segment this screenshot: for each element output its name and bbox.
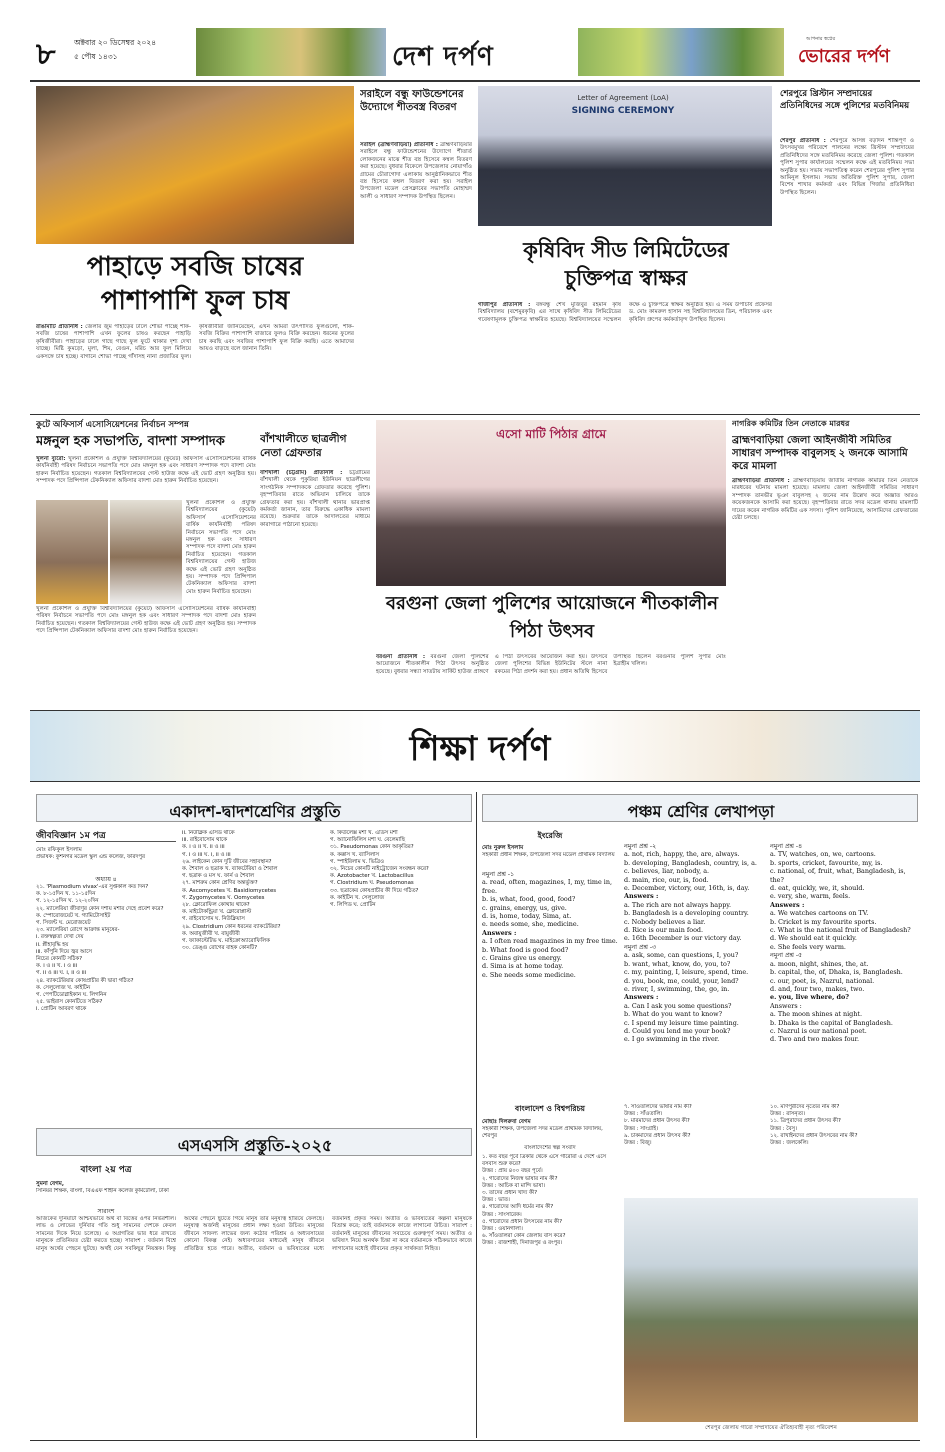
hsc-q: ক. ৮-১৫দিন খ. ১১-১৫দিন [36,891,96,898]
english-line: e. I go swimming in the river. [624,1035,720,1044]
bgs-title: বাংলাদেশ ও বিশ্বপরিচয় [515,1104,585,1113]
story4-body [478,302,772,410]
story2-headline: মঙ্গনুল হক সভাপতি, বাদশা সম্পাদক [36,434,225,449]
english-line: d. Rice is our main food. [624,926,704,935]
english-line: b. capital, the, of, Dhaka, is, Bangladesh. [770,968,903,977]
bgs-line: ১১. ত্রিপুরাদের প্রধান উৎসব কী? [770,1118,841,1125]
english-line: e. very, she, warm, feels. [770,892,851,901]
english-line: d. and, four two, makes, two. [770,984,865,993]
story8-body [732,478,918,704]
story3-text: ব্রাহ্মণবাড়িয়ার সরাইলে বন্ধু ফাউন্ডেশনের উদ্যোগে শীতার্ত লোকজনের মাঝে শীত বস্ত্র হিসেবে কম্বল বিতরণ করা হয়েছে। বুধবার বিকেলে উপজেলার নোয়াগাঁও গ্রামের চৌরাগোদা এলাকায় আনুষ্ঠানিকভাবে শীত বস্ত্র হিসেবে কম্বল বিতরণ করা হয়। সরাইল উপজেলা মডেল প্রেসক্লাবের সভাপতি মোহাম্মদ আলী ও সাধারণ সম্পাদক উপস্থিত ছিলেন। [360,142,472,200]
story2-kicker: কুটে অফিসার্স এসোসিয়েশনের নির্বাচন সম্পন্ন [36,420,189,430]
english-line: a. The rich are not always happy. [624,900,732,909]
english-line: c. Nazrul is our national poet. [770,1026,867,1035]
story6-text: চট্টগ্রামের বাঁশখালী থেকে পুকুরিয়া ইউনিয়ন ছাত্রলীগের সাংগঠনিক সম্পাদককে গ্রেফতার করেছে পুলিশ। বৃহস্পতিবার রাতে অভিযান চালিয়ে তাকে গ্রেফতার করা হয়। বাঁশখালী থানার ভারপ্রাপ্ত কর্মকর্তা জানান, তার বিরুদ্ধে একাধিক মামলা রয়েছে। শুক্রবার তাকে আদালতের মাধ্যমে কারাগারে পাঠানো হয়েছে। [260,470,370,528]
story8-headline: ব্রাহ্মণবাড়িয়া জেলা আইনজীবী সমিতির সাধারণ সম্পাদক বাবুলসহ ২ জনকে আসামি করে মামলা [732,435,908,472]
ssc-teacher: সুমনা বেগম, [36,1181,64,1187]
story2-text: খুলনা প্রকৌশল ও প্রযুক্তি বিশ্ববিদ্যালয়ের (কুয়েট) অফিসার্স এসোসিয়েশনের বার্ষিক কার্যনির্বাহী পরিষদ নির্বাচনে সভাপতি পদে মোঃ মঙ্গনুল হক এবং সাধারণ সম্পাদক পদে বাদশা মোঃ হারুন নির্বাচিত হয়েছেন। গতকাল বিশ্ববিদ্যালয়ের গেস্ট হাউজ কক্ষে এই ভোট গ্রহণ অনুষ্ঠিত হয়। সম্পাদক পদে প্রিন্সিপাল টেকনিক্যাল অফিসার বাদশা মোঃ হারুন নির্বাচিত হয়েছেন। [36,456,256,485]
bgs-line: ২. গারোদের নিজস্ব ভাষার নাম কী? [482,1175,558,1182]
hsc-q: ক. কিউলেক্স মশা খ. এডিস মশা [330,830,398,836]
hsc-q: ক. কাইটিন খ. সেলুলোজ [330,894,385,901]
bgs-line: ৯. চাকমাদের প্রধান উৎসব কী? [624,1132,691,1139]
hsc-q: গ. পেপটিডোগ্লাইকান ঘ. লিগনিন [36,992,107,999]
bgs-line: উত্তর : ওয়ানগালা। [482,1226,523,1233]
bgs-line: উত্তর : জলকেলি। [770,1140,809,1147]
story1-photo [36,86,354,244]
top-section-divider [30,414,920,415]
story2-portrait-2 [110,500,182,604]
story5-body [780,138,914,410]
english-line: b. want, what, know, do, you, to? [624,959,731,968]
english-line: নমুনা প্রশ্ন -৫ [770,951,803,960]
education-photo-caption: শেরপুর জেলায় গারো সম্প্রদায়ের ঐতিহ্যবাহী নৃত্য পরিবেশন [705,1425,837,1431]
story4-text: বঙ্গবন্ধু শেখ মুজিবুর রহমান কৃষি বিশ্ববিদ্যালয় (বশেমুরকৃবি) এর সাথে কৃষিবিদ সীড লিমিটেডের গবেষণামূলক চুক্তিপত্র স্বাক্ষরিত হয়েছে। বিশ্ববিদ্যালয়ের সম্মেলন কক্ষে এ চুক্তিপত্রে স্বাক্ষর অনুষ্ঠিত হয়। এ সময় উপাচার্য প্রফেসর ড. মোঃ কামরুল হাসান সহ বিশ্ববিদ্যালয়ের ডিন, পরিচালক এবং কৃষিবিদ গ্রুপের কর্মকর্তাবৃন্দ উপস্থিত ছিলেন। [478,302,772,323]
hsc-q: ii. প্লীহাবৃদ্ধি হয় [36,941,69,948]
bgs-line: উত্তর : বৈসু। [770,1125,797,1132]
english-line: e. needs some, she, medicine. [482,920,579,929]
english-line: b. is, what, food, good, food? [482,895,576,904]
date-line-1: অক্টবার ২০ ডিসেম্বর ২০২৪ [74,38,157,47]
bgs-line: ৪. গারোদের আদি ধর্মের নাম কী? [482,1204,554,1211]
hsc-q: গ. i ও iii ঘ. i, ii ও iii [182,851,231,858]
english-line: c. What is the national fruit of Bangladesh? [770,926,911,935]
english-school: সহকারী প্রধান শিক্ষক, উপজেলা সদর মডেল প্রাথমিক বিদ্যালয় [482,852,615,858]
hsc-q: গ. সিজন্ট ঘ. মেরোজয়েট [36,920,91,927]
english-line: a. TV, watches, on, we, cartoons. [770,850,876,859]
story1-dateline: রাঙামাটি প্রতিনিধি : [36,324,83,330]
bgs-line: উত্তর : বিজু। [624,1140,652,1147]
bgs-teacher: মোছাঃ দিলরুবা বেগম [482,1119,531,1125]
hsc-q: ক. i ও ii খ. i ও iii [36,963,78,970]
story2-body-bottom [36,606,256,704]
ssc-body [36,1216,472,1436]
story5-dateline: শেরপুর প্রতিনিধি : [780,138,826,144]
english-line: d. We should eat it quickly. [770,934,857,943]
class5-header-title: পঞ্চম শ্রেণির লেখাপড়া [627,802,775,821]
hsc-q: গ. ১২-১৫দিন ঘ. ১২-২০দিন [36,898,99,905]
english-line: c. grains, energy, us, give. [482,903,567,912]
english-col3 [770,842,918,1102]
english-line: c. my, painting, I, leisure, spend, time. [624,968,749,977]
english-line: c. I spend my leisure time painting. [624,1018,739,1027]
english-line: a. Can I ask you some questions? [624,1001,732,1010]
hsc-q: i. প্রোটিন আবরণ থাকে [36,1006,87,1013]
hsc-teacher: মোঃ রফিকুল ইসলাম [36,847,82,853]
english-line: a. I often read magazines in my free time. [482,937,618,946]
english-line: e. you, live where, do? [770,993,850,1002]
english-line: b. developing, Bangladesh, country, is, a. [624,858,757,867]
date-line-2: ৫ পৌষ ১৪৩১ [74,52,118,61]
ssc-header [36,1128,472,1156]
english-line: d. is, home, today, Sima, at. [482,912,572,921]
story6-body [260,470,370,704]
bgs-school: সহকারী শিক্ষক, উপজেলা সদর মডেল প্রাথমিক বিদ্যালয়, শেরপুর [482,1126,603,1139]
hsc-q: ৩১. Pseudomonas কোন আকৃতির? [330,844,414,851]
english-line: নমুনা প্রশ্ন -৪ [770,842,803,850]
bgs-line: ১২. রাখাইনদের প্রধান উৎসবের নাম কী? [770,1132,858,1139]
hsc-q: ক. Azotobacter খ. Lactobacillus [330,873,414,880]
page-number: ৮ [36,37,56,70]
hsc-q: গ. রাইবোসোম ঘ. নিউক্লিয়াস [182,916,245,923]
hsc-questions-col3 [330,830,472,1224]
story8-kicker: নাগরিক কমিটির তিন নেতাকে মারধর [732,418,850,428]
english-line: d. main, rice, our, is, food. [624,875,709,884]
english-col1 [482,870,618,1102]
english-line: c. Grains give us energy. [482,954,562,963]
english-line: নমুনা প্রশ্ন -১ [482,870,515,878]
bgs-col3 [770,1104,918,1194]
story8-dateline: ব্রাহ্মণবাড়িয়া প্রতিনিধি : [732,478,790,484]
hsc-q: নিচের কোনটি সঠিক? [36,956,83,963]
bgs-line: উত্তর : প্রায় ৪০০ বছর পূর্বে। [482,1168,543,1175]
section-title: দেশ দর্পণ [392,42,494,72]
hsc-q: ক. স্পোরোজয়েট খ. গ্যামিটোসাইট [36,912,111,919]
english-line: b. Dhaka is the capital of Bangladesh. [770,1018,893,1027]
english-line: নমুনা প্রশ্ন -২ [624,842,657,850]
english-line: Answers : [770,1001,802,1010]
hsc-q: iii. কাঁপুনি দিয়ে জ্বর আসে [36,948,92,955]
education-column-divider [476,792,477,1438]
ssc-header-title: এসএসসি প্রস্তুতি-২০২৫ [177,1136,333,1155]
english-col2 [624,842,764,1102]
bgs-line: ৫. গারোদের প্রধান উৎসবের নাম কী? [482,1218,563,1225]
hsc-q: গ. অ্যানোফিলিস মশা ঘ. বেলেমাছি [330,837,405,844]
story3-dateline: সরাইল (ব্রাহ্মণবাড়িয়া) প্রতিনিধি : [360,142,439,148]
english-line: Answers : [624,892,659,901]
hsc-q: i. রক্তস্বল্পতা দেখা দেয় [36,934,84,941]
hsc-q: গ. লিপিড ঘ. প্রোটিন [330,902,376,909]
masthead-photo-strip-left [196,28,386,76]
english-line: নমুনা প্রশ্ন -৩ [624,942,657,951]
page-bottom-rule [30,1440,920,1441]
story4-headline: কৃষিবিদ সীড লিমিটেডের চুক্তিপত্র স্বাক্ষর [523,237,729,290]
hsc-q: ২১. 'Plasmodium vivax'-এর সুপ্তকাল কত দিন? [36,884,149,890]
hsc-q: ২২. ম্যালেরিয়া জীবাণুর কোন দশায় মশার দেহে প্রবেশ করে? [36,905,164,912]
story4-photo [478,86,772,226]
english-line: c. national, of, fruit, what, Bangladesh, is, the? [770,867,906,884]
english-line: c. believes, liar, nobody, a. [624,867,710,876]
hsc-q: ক. সেলুলোজ খ. কাইটিন [36,984,91,991]
story7-text: বরগুনা জেলা পুলিশের আয়োজনে শীতকালীন পিঠা উৎসব অনুষ্ঠিত হয়েছে। বুধবার সন্ধ্যা সাতটায় সার্কিট হাউজ প্রাঙ্গণে এ পিঠা উৎসবের আয়োজন করা হয়। উৎসবে জেলা পুলিশের বিভিন্ন ইউনিটের স্টলে নানা রকমের পিঠা প্রদর্শন করা হয়। প্রধান অতিথি হিসেবে উপস্থিত ছিলেন বরগুনার পুলিশ সুপার মোঃ ইব্রাহীম খলিল। [376,654,726,675]
english-line: d. eat, quickly, we, it, should. [770,884,865,893]
story2-portrait-1 [36,500,108,604]
bgs-subtitle: বাংলাদেশের স্বল্প সংবাদ [524,1145,576,1151]
story7-dateline: বরগুনা প্রতিনিধি : [376,654,426,660]
english-line: b. sports, cricket, favourite, my, is. [770,858,883,867]
story2-body-side [186,500,256,604]
bgs-col2 [624,1104,764,1194]
masthead-photo-strip-right [578,28,784,76]
hsc-q: ২৫. ভাইরাস কোনটিতে সঠিক? [36,999,103,1006]
bgs-line: উত্তর : সাংসারেক। [482,1211,522,1218]
story5-headline: শেরপুরে খ্রিস্টান সম্প্রদায়ের প্রতিনিধিদের সঙ্গে পুলিশের মতবিনিময় [780,89,910,111]
brand-tagline: আপনার স্বপ্নের [806,36,836,42]
story1-headline: পাহাড়ে সবজি চাষের পাশাপাশি ফুল চাষ [86,252,304,316]
bgs-line: ৬. সাঁওতালরা কোন জেলায় বাস করে? [482,1233,566,1240]
hsc-q: গ. ছত্রাক ও মস ঘ. ফার্ন ও শৈবাল [182,873,255,880]
hsc-q: ২৭. মাশরুম কোন শ্রেণির অন্তর্ভুক্ত? [182,880,258,887]
hsc-q: ii. নিউক্লিক এসিড থাকে [182,830,235,836]
story7-headline: বরগুনা জেলা পুলিশের আয়োজনে শীতকালীন পিঠা উৎসব [385,593,719,642]
education-dance-photo [624,1198,918,1422]
story5-text: শেরপুরে আসন্ন বড়দিন শান্তিপূর্ণ ও উৎসবমুখর পরিবেশে পালনের লক্ষ্যে খ্রিস্টান সম্প্রদায়ের প্রতিনিধিদের সঙ্গে মতবিনিময় করেছে জেলা পুলিশ। গতকাল পুলিশ সুপার কার্যালয়ের সম্মেলন কক্ষে এই মতবিনিময় সভা অনুষ্ঠিত হয়। সভায় সভাপতিত্ব করেন শেরপুরের পুলিশ সুপার আমিনুল ইসলাম। সভায় অতিরিক্ত পুলিশ সুপার, জেলা বিশেষ শাখার কর্মকর্তা এবং বিভিন্ন গির্জার প্রতিনিধিরা উপস্থিত ছিলেন। [780,138,914,196]
story2-body-top [36,456,256,496]
story7-photo [376,420,726,586]
ssc-text: আজকের দুনিয়াটা আশ্চর্যভাবে অর্থ বা বিত্তের ওপর নির্ভরশীল। লাভ ও লোভের দুর্নিবার গতি শুধু সামনের দেশকে কেবল সামনের দিকে নিয়ে চলেছে। এ অগ্রগতির ভার ধরে রাখতে মানুষকে প্রতিনিয়ত চেষ্টা করতে হচ্ছে। সারাংশ : বর্তমান বিশ্বে মানুষ অর্থের পেছনে ছুটছে। অর্থই যেন সবকিছুর নিয়ন্ত্রক। কিন্তু অর্থের পেছনে ছুটতে গিয়ে মানুষ তার মনুষ্যত্ব হারিয়ে ফেলছে। মনুষ্যত্ব অর্জনই মানুষের প্রধান লক্ষ্য হওয়া উচিত। মানুষের জীবনে সাফল্য লাভের জন্য কঠোর পরিশ্রম ও অধ্যবসায়ের কোনো বিকল্প নেই। অধ্যবসায়ের মাধ্যমেই মানুষ জীবনে প্রতিষ্ঠিত হতে পারে। অতীত, বর্তমান ও ভবিষ্যতের মধ্যে বর্তমানই প্রকৃত সময়। অতীত ও ভবিষ্যতের কল্পনা মানুষকে বিভ্রান্ত করে; তাই বর্তমানকে কাজে লাগানো উচিত। সারাংশ : বর্তমানই মানুষের জীবনের সবচেয়ে গুরুত্বপূর্ণ সময়। অতীত ও ভবিষ্যৎ নিয়ে অনর্থক চিন্তা না করে বর্তমানকে সঠিকভাবে কাজে লাগানোর মধ্যেই জীবনের প্রকৃত সার্থকতা নিহিত। [36,1216,472,1252]
bgs-col1 [482,1154,618,1436]
bgs-line: ৮. মারমাদের প্রধান উৎসব কী? [624,1118,690,1125]
bgs-line: ১০. মণিপুরীদের নৃত্যের নাম কী? [770,1104,840,1110]
hsc-q: গ. Zygomycetes ঘ. Oomycetes [182,894,265,901]
ssc-school: সিনিয়র শিক্ষক, বাংলা, বিএএফ শাহীন কলেজ কুর্মিটোলা, ঢাকা [36,1188,169,1194]
english-line: b. Bangladesh is a developing country. [624,909,749,918]
hsc-school: প্রভাষক: কুশনগর মডেল স্কুল এন্ড কলেজ, ফরিদপুর [36,854,145,860]
bgs-line: উত্তর : সাংগ্রাই। [624,1125,659,1132]
hsc-q: ক. অবায়ুজীবী খ. বায়ুজীবী [182,930,240,937]
story1-body [36,324,354,410]
english-line: Answers : [770,900,805,909]
hsc-q: ক. i ও ii খ. ii ও iii [182,844,225,851]
story7-banner: এসো মাটি পিঠার গ্রামে [495,427,607,441]
bgs-line: ৩. তাদের প্রধান খাদ্য কী? [482,1190,538,1197]
english-line: a. The moon shines at night. [770,1010,862,1019]
hsc-q: ২৪. ব্যাকটেরিয়ার কোষপ্রাচীর কী দ্বারা গঠিত? [36,977,134,984]
story2-dateline: খুলনা ব্যুরো: [36,456,66,462]
english-line: Answers : [624,993,659,1002]
story3-headline: সরাইলে বন্ধু ফাউন্ডেশনের উদ্যোগে শীতবস্ত্র বিতরণ [360,89,464,113]
story8-text: ব্রাহ্মণবাড়িয়ায় জাতীয় নাগরিক কমিটির তিন নেতাকে মারধরের ঘটনায় মামলা হয়েছে। মামলায় জেলা আইনজীবী সমিতির সাধারণ সম্পাদক তানভীর ভূঞা বাবুলসহ ২ জনের নাম উল্লেখ করে অজ্ঞাত আরও কয়েকজনকে আসামি করা হয়েছে। বৃহস্পতিবার রাতে সদর মডেল থানায় মামলাটি দায়ের করেন নাগরিক কমিটির এক সদস্য। পুলিশ জানিয়েছে, আসামিদের গ্রেফতারের চেষ্টা চলছে। [732,478,918,522]
hsc-q: ক. শৈবাল ও ছত্রাক খ. ব্যাকটেরিয়া ও শৈবাল [182,866,278,873]
hsc-q: iii. রাইবোসোম থাকে [182,837,227,844]
hsc-chapter: অধ্যায় ৪ [95,876,117,882]
ssc-section: সারাংশ [97,1208,115,1214]
bgs-line: উত্তর : রাসনৃত্য। [770,1111,806,1118]
bgs-line: উত্তর : রাজশাহী, দিনাজপুর ও রংপুর। [482,1240,563,1247]
english-line: e. 16th December is our victory day. [624,934,742,943]
english-line: d. Two and two makes four. [770,1035,860,1044]
story4-dateline: গাজীপুর প্রতিনিধি : [478,302,531,308]
story7-body [376,654,726,704]
bgs-line: ৭. সাঁওতালদের ভাষার নাম কী? [624,1104,692,1110]
hsc-q: ক. Ascomycetes খ. Basidiomycetes [182,887,277,894]
hsc-q: গ. ii ও iii ঘ. i, ii ও iii [36,970,87,977]
hsc-header-title: একাদশ-দ্বাদশশ্রেণির প্রস্তুতি [169,802,341,821]
english-line: e. December, victory, our, 16th, is, day. [624,884,750,893]
english-line: c. our, poet, is, Nazrul, national. [770,976,875,985]
hsc-q: ২৯. Clostridium কোন ধরনের ব্যাকটেরিয়া? [182,923,281,930]
brand-logo: ভোরের দর্পণ [798,46,890,67]
masthead [0,0,945,82]
story4-banner-line1: Letter of Agreement (LoA) [577,94,669,102]
hsc-questions-col2 [182,830,326,1224]
hsc-q: গ. ফ্যাকাল্টেটিভ ঘ. মাইক্রোঅ্যারোফিলিক [182,938,270,945]
english-line: a. read, often, magazines, I, my, time in, free. [482,878,612,895]
english-line: e. She needs some medicine. [482,970,576,979]
hsc-q: গ. Clostridium ঘ. Pseudomonas [330,880,414,887]
hsc-q: ক. কক্কাস খ. ব্যাসিলাস [330,851,380,858]
english-line: e. river, I, swimming, the, go, in. [624,984,730,993]
hsc-q: ২৮. ক্লোরোফিল কোথায় থাকে? [182,902,250,909]
hsc-q: ৩০. ডেঙ্গু রোগের বাহক কোনটি? [182,945,258,952]
education-banner-title: শিক্ষা দর্পণ [409,729,551,769]
story1-text: জেলার জুম পাহাড়ের ঢালে শোভা পাচ্ছে শাক-সবজি চাষের পাশাপাশি এখন ফুলের চাষও করছেন পাহাড়ি কৃষিজীবীরা। পাহাড়ের ঢালে গাছে গাছে ফুল ফুটে থাকার দৃশ্য দেখা যাচ্ছে। মিষ্টি কুমড়ো, মুলা, শিম, বেগুন, মরিচ আর ফুল মিলিয়ে একসঙ্গে চাষ হচ্ছে। বাগানে শোভা পাচ্ছে গাঁদাসহ নানা প্রজাতির ফুল। কৃষিজীবীরা জানিয়েছেন, এখন আমরা উৎপাদিত ফুলগুলো, শাক-সবজি বিক্রির পাশাপাশি বাজারে ফুলও বিক্রি করছেন। ধরনের ফুলের চাষ করছি এবং সবজির পাশাপাশি ফুল বিক্রি করছি। এতে আমাদের আয়ও বাড়ছে বলে জানান তিনি। [36,324,354,360]
ssc-subject: বাংলা ২য় পত্র [80,1165,132,1175]
english-line: e. She feels very warm. [770,942,846,951]
english-line: a. moon, night, shines, the, at. [770,959,869,968]
english-line: b. What food is good food? [482,945,569,954]
english-line: d. Could you lend me your book? [624,1026,731,1035]
bgs-line: উত্তর : সাঁওতালি। [624,1111,663,1118]
hsc-q: গ. স্পাইরিলাম ঘ. ভিব্রিও [330,858,384,865]
story4-banner-line2: SIGNING CEREMONY [571,106,675,116]
hsc-q: ৩২. নিচের কোনটি নাইট্রোজেন সংবন্ধন করে? [330,866,429,873]
english-line: a. We watches cartoons on TV. [770,909,869,918]
bgs-line: উত্তর : ভাত। [482,1197,510,1204]
education-banner [30,710,920,782]
hsc-q: ২৩. ম্যালেরিয়া রোগে আক্রান্ত মানুষের- [36,927,120,934]
class5-header [482,794,918,822]
masthead-divider [30,80,920,82]
english-line: d. you, book, me, could, your, lend? [624,976,739,985]
hsc-q: ৩৩. ছত্রাকের কোষপ্রাচীর কী দিয়ে গঠিত? [330,887,419,894]
english-line: Answers : [482,928,517,937]
story6-dateline: বাঁশখালী (চট্টগ্রাম) প্রতিনিধি : [260,470,343,476]
english-title: ইংরেজি [537,830,563,840]
story6-headline: বাঁশখালীতে ছাত্রলীগ নেতা গ্রেফতার [260,433,347,459]
english-teacher: মোঃ নুরুল ইসলাম [482,845,524,851]
english-line: b. What do you want to know? [624,1010,722,1019]
hsc-subject: জীববিজ্ঞান ১ম পত্র [36,828,176,842]
english-line: a. not, rich, happy, the, are, always. [624,850,740,859]
hsc-header [36,794,472,822]
story2-bottom-text: খুলনা প্রকৌশল ও প্রযুক্তি বিশ্ববিদ্যালয়ের (কুয়েট) অফিসার্স এসোসিয়েশনের বার্ষিক কার্যনির্বাহী পরিষদ নির্বাচনে সভাপতি পদে মোঃ মঙ্গনুল হক এবং সাধারণ সম্পাদক পদে বাদশা মোঃ হারুন নির্বাচিত হয়েছেন। গতকাল বিশ্ববিদ্যালয়ের গেস্ট হাউজ কক্ষে এই ভোট গ্রহণ অনুষ্ঠিত হয়। সম্পাদক পদে প্রিন্সিপাল টেকনিক্যাল অফিসার বাদশা মোঃ হারুন নির্বাচিত হয়েছেন। [36,606,256,635]
story2-side-text: খুলনা প্রকৌশল ও প্রযুক্তি বিশ্ববিদ্যালয়ের (কুয়েট) অফিসার্স এসোসিয়েশনের বার্ষিক কার্যনির্বাহী পরিষদ নির্বাচনে সভাপতি পদে মোঃ মঙ্গনুল হক এবং সাধারণ সম্পাদক পদে বাদশা মোঃ হারুন নির্বাচিত হয়েছেন। গতকাল বিশ্ববিদ্যালয়ের গেস্ট হাউজ কক্ষে এই ভোট গ্রহণ অনুষ্ঠিত হয়। সম্পাদক পদে প্রিন্সিপাল টেকনিক্যাল অফিসার বাদশা মোঃ হারুন নির্বাচিত হয়েছেন। [186,500,256,595]
english-line: c. Nobody believes a liar. [624,917,706,926]
english-line: d. Sima is at home today. [482,962,564,971]
english-line: b. Cricket is my favourite sports. [770,917,877,926]
bgs-line: ১. কত বছর পূর্বে ত্রিকার থেকে এসে গারোরা এ দেশে এসে বসবাস শুরু করে? [482,1154,607,1168]
bgs-line: উত্তর : আচিক বা মান্দি ভাষা। [482,1182,545,1189]
story3-body [360,142,472,412]
hsc-q: ক. মাইটোকন্ড্রিয়া খ. ক্লোরোপ্লাস্ট [182,909,252,916]
hsc-q: ২৬. লাইকেন কোন দুটি জীবের সহাবস্থান? [182,858,272,865]
english-line: a. ask, some, can questions, I, you? [624,951,739,960]
